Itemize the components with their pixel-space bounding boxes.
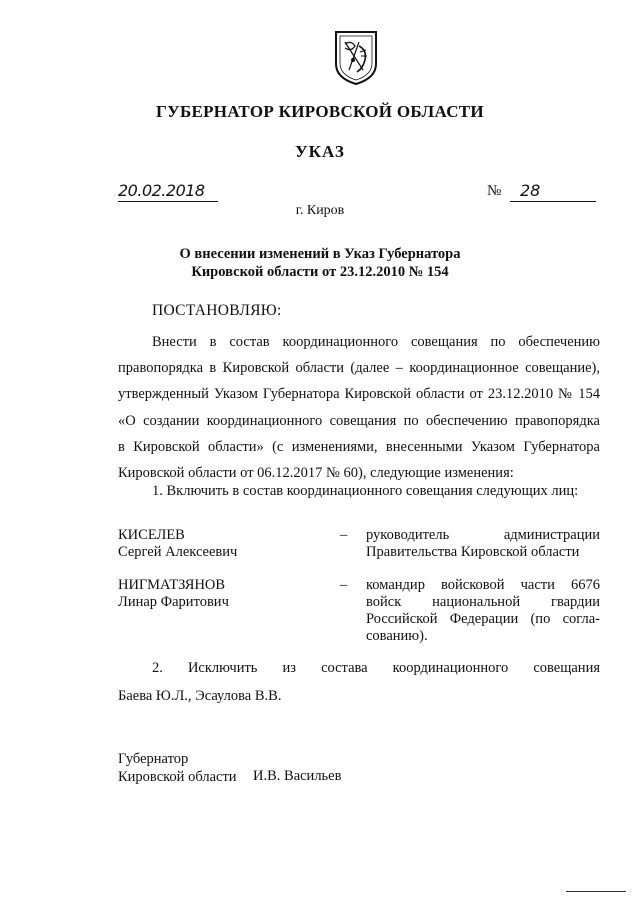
person-given-name: Линар Фаритович	[118, 594, 229, 610]
paragraph-line: «О создании координационного совещания по обеспечению правопорядка	[118, 412, 600, 429]
role-line: войск национальной гвардии	[366, 594, 600, 610]
signatory-title	[118, 750, 237, 786]
role-line: Правительства Кировской области	[366, 544, 580, 560]
decree-word: ПОСТАНОВЛЯЮ:	[152, 302, 282, 319]
signatory-title-line: Губернатор	[118, 751, 189, 767]
role-line: Российской Федерации (по согла-	[366, 611, 600, 627]
document-subject	[0, 245, 640, 281]
role-dash: –	[340, 577, 348, 593]
person-role	[366, 577, 600, 645]
point-1: 1. Включить в состав координационного совещания следующих лиц:	[152, 483, 579, 499]
issue-place: г. Киров	[295, 203, 345, 218]
footer-rule	[566, 891, 626, 892]
issuing-authority: ГУБЕРНАТОР КИРОВСКОЙ ОБЛАСТИ	[156, 102, 484, 121]
role-line: командир войсковой части 6676	[366, 577, 600, 593]
point-2: 2. Исключить из состава координационного совещания	[152, 660, 600, 676]
paragraph-line: Кировской области от 06.12.2017 № 60), следующие изменения:	[118, 465, 514, 482]
person-role	[366, 527, 600, 561]
signatory-name: И.В. Васильев	[253, 768, 342, 784]
kirov-oblast-coat-of-arms-icon	[333, 30, 379, 86]
person-nigmatzyanov	[118, 577, 229, 611]
paragraph-line: правопорядка в Кировской области (далее – координационное совещание),	[118, 360, 600, 377]
subject-line: О внесении изменений в Указ Губернатора	[179, 246, 461, 262]
person-given-name: Сергей Алексеевич	[118, 544, 238, 560]
paragraph-line: Внести в состав координационного совещания по обеспечению	[152, 334, 600, 350]
paragraph-line: утвержденный Указом Губернатора Кировской области от 23.12.2010 № 154	[118, 386, 600, 403]
point-2-continuation: Баева Ю.Л., Эсаулова В.В.	[118, 688, 282, 704]
number-sign: №	[487, 183, 502, 199]
document-type: УКАЗ	[295, 142, 345, 161]
signatory-title-line: Кировской области	[118, 769, 237, 785]
person-kiselev	[118, 527, 237, 561]
person-surname: КИСЕЛЕВ	[118, 527, 185, 543]
paragraph-line: в Кировской области» (с изменениями, внесенными Указом Губернатора	[118, 438, 600, 455]
subject-line: Кировской области от 23.12.2010 № 154	[191, 264, 449, 280]
person-surname: НИГМАТЗЯНОВ	[118, 577, 226, 593]
role-line: сованию).	[366, 628, 428, 644]
document-number: 28	[510, 181, 596, 202]
main-paragraph	[118, 329, 600, 486]
role-dash: –	[340, 527, 348, 543]
document-date: 20.02.2018	[118, 181, 218, 202]
role-line: руководитель администрации	[366, 527, 600, 543]
